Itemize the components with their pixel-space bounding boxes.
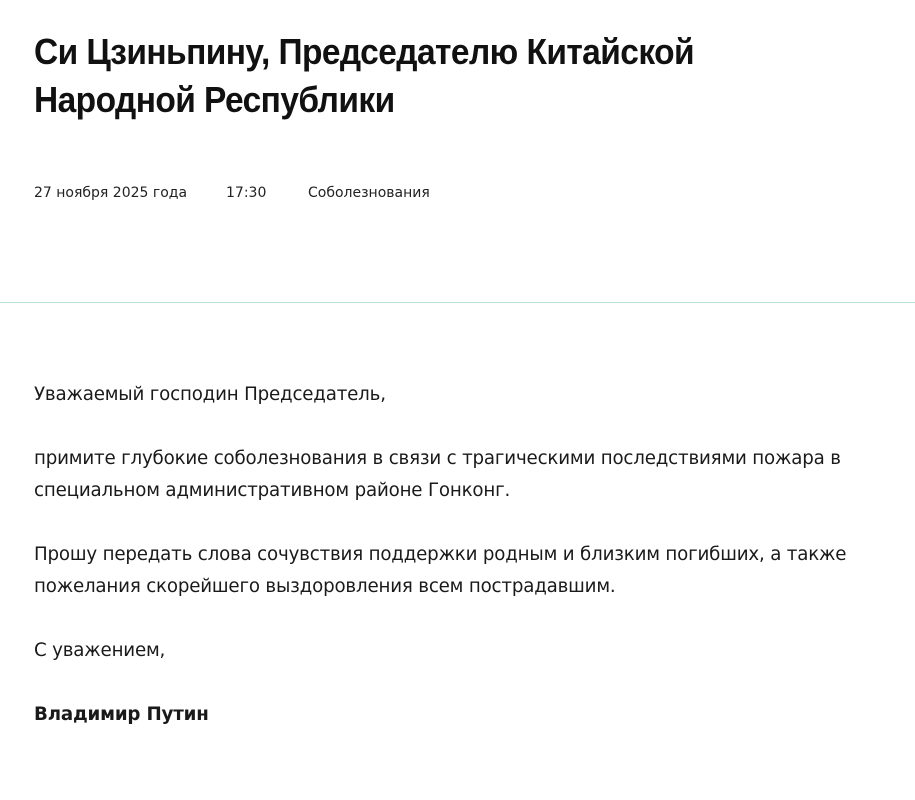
letter-paragraph: примите глубокие соболезнования в связи с трагическими последствиями пожара в специальном административном районе Гонконг. — [34, 447, 841, 501]
article-meta — [34, 185, 430, 201]
section-divider — [0, 302, 915, 303]
publication-date: 27 ноября 2025 года — [34, 185, 188, 201]
letter-closing: С уважением, — [34, 639, 166, 661]
letter-signature: Владимир Путин — [34, 703, 209, 725]
publication-time: 17:30 — [226, 185, 267, 201]
letter-body — [34, 378, 884, 730]
page-title: Си Цзиньпину, Председателю Китайской Народной Республики — [34, 31, 695, 120]
category-link[interactable]: Соболезнования — [308, 185, 430, 201]
letter-greeting: Уважаемый господин Председатель, — [34, 383, 386, 405]
letter-paragraph: Прошу передать слова сочувствия поддержки родным и близким погибших, а также пожелания скорейшего выздоровления всем пострадавшим. — [34, 543, 847, 597]
